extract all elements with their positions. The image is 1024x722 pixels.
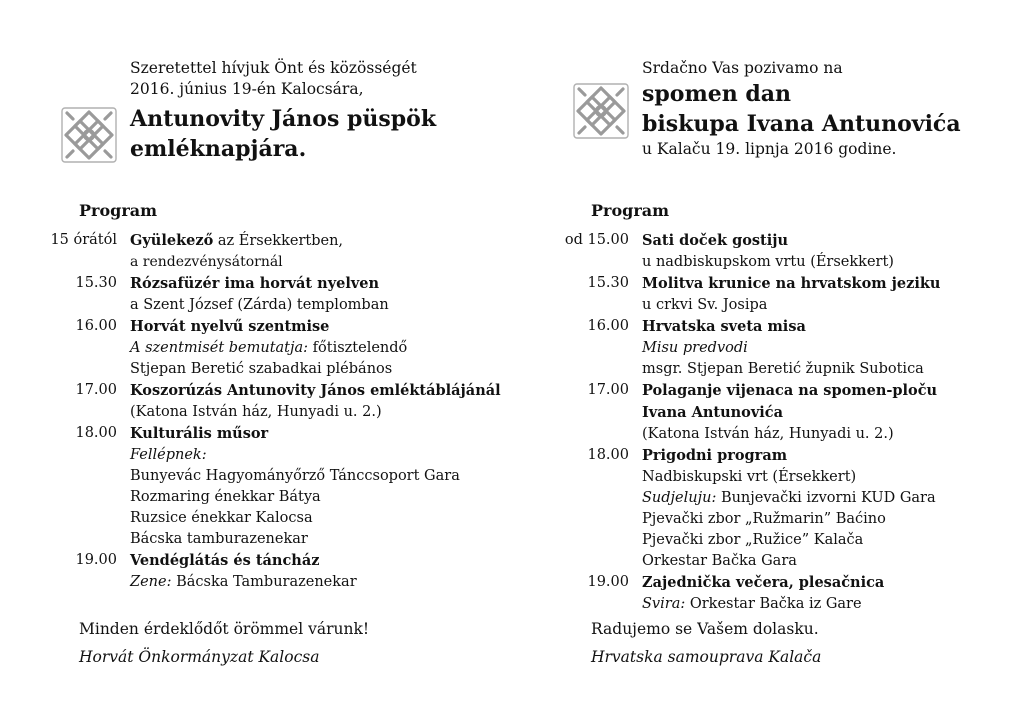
- croatian-date-line: u Kalaču 19. lipnja 2016 godine.: [642, 140, 897, 158]
- program-detail: főtisztelendő: [312, 340, 408, 356]
- program-line: [130, 550, 512, 572]
- program-detail: Bunjevački izvorni KUD Gara: [720, 490, 936, 506]
- program-detail: Rozmaring énekkar Bátya: [130, 489, 321, 505]
- program-time: 17.00: [75, 382, 117, 398]
- program-line: [642, 509, 1024, 530]
- program-role-label: A szentmisét bemutatja:: [130, 340, 309, 356]
- hungarian-title-line-2: emléknapjára.: [130, 136, 307, 162]
- program-line: [642, 359, 1024, 380]
- celtic-knot-ornament-icon: [570, 80, 632, 142]
- program-entry: [0, 550, 512, 593]
- hungarian-title-line-1: Antunovity János püspök: [130, 106, 437, 132]
- program-line: [130, 295, 512, 316]
- program-line: [642, 252, 1024, 273]
- program-line: [642, 230, 1024, 252]
- program-event-name: Molitva krunice na hrvatskom jeziku: [642, 275, 941, 292]
- program-event-name: Horvát nyelvű szentmise: [130, 318, 330, 335]
- program-lines: [130, 423, 512, 550]
- program-event-name: Hrvatska sveta misa: [642, 318, 806, 335]
- program-detail: a rendezvénysátornál: [130, 254, 283, 270]
- program-lines: [642, 230, 1024, 273]
- program-entry: [512, 445, 1024, 572]
- program-role-label: Misu predvodi: [642, 340, 748, 356]
- program-detail: Stjepan Beretić szabadkai plébános: [130, 361, 393, 377]
- program-lines: [642, 273, 1024, 316]
- program-event-name: Ivana Antunovića: [642, 404, 783, 421]
- program-lines: [130, 230, 512, 273]
- program-lines: [130, 380, 512, 423]
- hungarian-date-line: 2016. június 19-én Kalocsára,: [130, 80, 364, 98]
- hungarian-closing-message: Minden érdeklődőt örömmel várunk!: [79, 620, 370, 638]
- program-entry: [0, 380, 512, 423]
- program-entry: [512, 273, 1024, 316]
- croatian-title-line-1: spomen dan: [642, 81, 792, 107]
- program-line: [130, 316, 512, 338]
- program-detail: Bunyevác Hagyományőrző Tánccsoport Gara: [130, 468, 460, 484]
- program-entry: [512, 380, 1024, 445]
- program-detail: msgr. Stjepan Beretić župnik Subotica: [642, 361, 924, 377]
- program-lines: [642, 380, 1024, 445]
- program-time: 15 órától: [50, 232, 117, 248]
- program-entry: [0, 273, 512, 316]
- program-entry: [0, 423, 512, 550]
- program-time: 15.30: [75, 275, 117, 291]
- program-event-name: Sati doček gostiju: [642, 232, 789, 249]
- program-line: [130, 572, 512, 593]
- program-detail: Orkestar Bačka iz Gare: [689, 596, 862, 612]
- program-time: 15.30: [587, 275, 629, 291]
- hungarian-header: [130, 58, 500, 164]
- program-event-name: Prigodni program: [642, 447, 788, 464]
- hungarian-closing: [79, 617, 369, 669]
- program-role-label: Svira:: [642, 596, 686, 612]
- program-line: [130, 402, 512, 423]
- program-event-name: Gyülekező: [130, 232, 214, 249]
- program-detail: Pjevački zbor „Ružice” Kalača: [642, 532, 864, 548]
- program-line: [642, 295, 1024, 316]
- croatian-closing-message: Radujemo se Vašem dolasku.: [591, 620, 819, 638]
- program-time: 18.00: [587, 447, 629, 463]
- program-event-name: Zajednička večera, plesačnica: [642, 574, 885, 591]
- program-line: [642, 380, 1024, 402]
- program-line: [130, 487, 512, 508]
- program-detail: Pjevački zbor „Ružmarin” Baćino: [642, 511, 886, 527]
- program-time: 19.00: [587, 574, 629, 590]
- hungarian-intro-line: Szeretettel hívjuk Önt és közösségét: [130, 59, 417, 77]
- program-time: 17.00: [587, 382, 629, 398]
- program-line: [642, 530, 1024, 551]
- program-detail: Bácska Tamburazenekar: [176, 574, 357, 590]
- program-event-name: Rózsafüzér ima horvát nyelven: [130, 275, 380, 292]
- program-lines: [130, 316, 512, 380]
- program-lines: [642, 445, 1024, 572]
- croatian-invitation: [512, 0, 1024, 722]
- program-entry: [512, 316, 1024, 380]
- program-line: [130, 445, 512, 466]
- croatian-intro-line: Srdačno Vas pozivamo na: [642, 59, 843, 77]
- program-line: [642, 338, 1024, 359]
- program-line: [642, 551, 1024, 572]
- program-event-name: Vendéglátás és táncház: [130, 552, 320, 569]
- program-detail: a Szent József (Zárda) templomban: [130, 297, 389, 313]
- croatian-title-line-2: biskupa Ivana Antunovića: [642, 111, 961, 137]
- program-detail: (Katona István ház, Hunyadi u. 2.): [130, 404, 382, 420]
- program-detail: u nadbiskupskom vrtu (Érsekkert): [642, 254, 894, 270]
- program-line: [130, 252, 512, 273]
- program-entry: [512, 572, 1024, 615]
- program-line: [130, 338, 512, 359]
- program-line: [642, 594, 1024, 615]
- program-detail: (Katona István ház, Hunyadi u. 2.): [642, 426, 894, 442]
- program-time: 16.00: [75, 318, 117, 334]
- program-line: [130, 529, 512, 550]
- program-time: 16.00: [587, 318, 629, 334]
- program-event-name: Kulturális műsor: [130, 425, 269, 442]
- croatian-signature: Hrvatska samouprava Kalača: [591, 648, 822, 666]
- program-lines: [130, 550, 512, 593]
- program-time: od 15.00: [564, 232, 629, 248]
- program-lines: [642, 316, 1024, 380]
- program-role-label: Zene:: [130, 574, 172, 590]
- program-event-name: Polaganje vijenaca na spomen-ploču: [642, 382, 938, 399]
- program-line: [642, 316, 1024, 338]
- croatian-program-list: [512, 230, 1024, 615]
- program-detail: u crkvi Sv. Josipa: [642, 297, 768, 313]
- program-line: [130, 466, 512, 487]
- program-line: [130, 380, 512, 402]
- program-lines: [642, 572, 1024, 615]
- program-line: [130, 359, 512, 380]
- program-role-label: Fellépnek:: [130, 447, 207, 463]
- program-line: [130, 273, 512, 295]
- program-line: [130, 508, 512, 529]
- program-line: [642, 402, 1024, 424]
- program-line: [642, 572, 1024, 594]
- program-time: 19.00: [75, 552, 117, 568]
- hungarian-signature: Horvát Önkormányzat Kalocsa: [79, 648, 320, 666]
- program-detail: az Érsekkertben,: [217, 233, 344, 249]
- program-line: [642, 445, 1024, 467]
- croatian-header: [642, 58, 1012, 160]
- program-detail: Ruzsice énekkar Kalocsa: [130, 510, 313, 526]
- program-line: [642, 488, 1024, 509]
- program-detail: Orkestar Bačka Gara: [642, 553, 797, 569]
- program-line: [130, 230, 512, 252]
- program-lines: [130, 273, 512, 316]
- celtic-knot-ornament-icon: [58, 104, 120, 166]
- hungarian-program-list: [0, 230, 512, 593]
- program-entry: [0, 316, 512, 380]
- croatian-program-heading: Program: [591, 201, 670, 220]
- program-line: [642, 467, 1024, 488]
- program-line: [642, 424, 1024, 445]
- program-detail: Bácska tamburazenekar: [130, 531, 308, 547]
- hungarian-program-heading: Program: [79, 201, 158, 220]
- program-event-name: Koszorúzás Antunovity János emléktáblájánál: [130, 382, 501, 399]
- program-entry: [512, 230, 1024, 273]
- program-entry: [0, 230, 512, 273]
- program-time: 18.00: [75, 425, 117, 441]
- program-detail: Nadbiskupski vrt (Érsekkert): [642, 469, 857, 485]
- program-line: [642, 273, 1024, 295]
- program-role-label: Sudjeluju:: [642, 490, 717, 506]
- croatian-closing: [591, 617, 821, 669]
- program-line: [130, 423, 512, 445]
